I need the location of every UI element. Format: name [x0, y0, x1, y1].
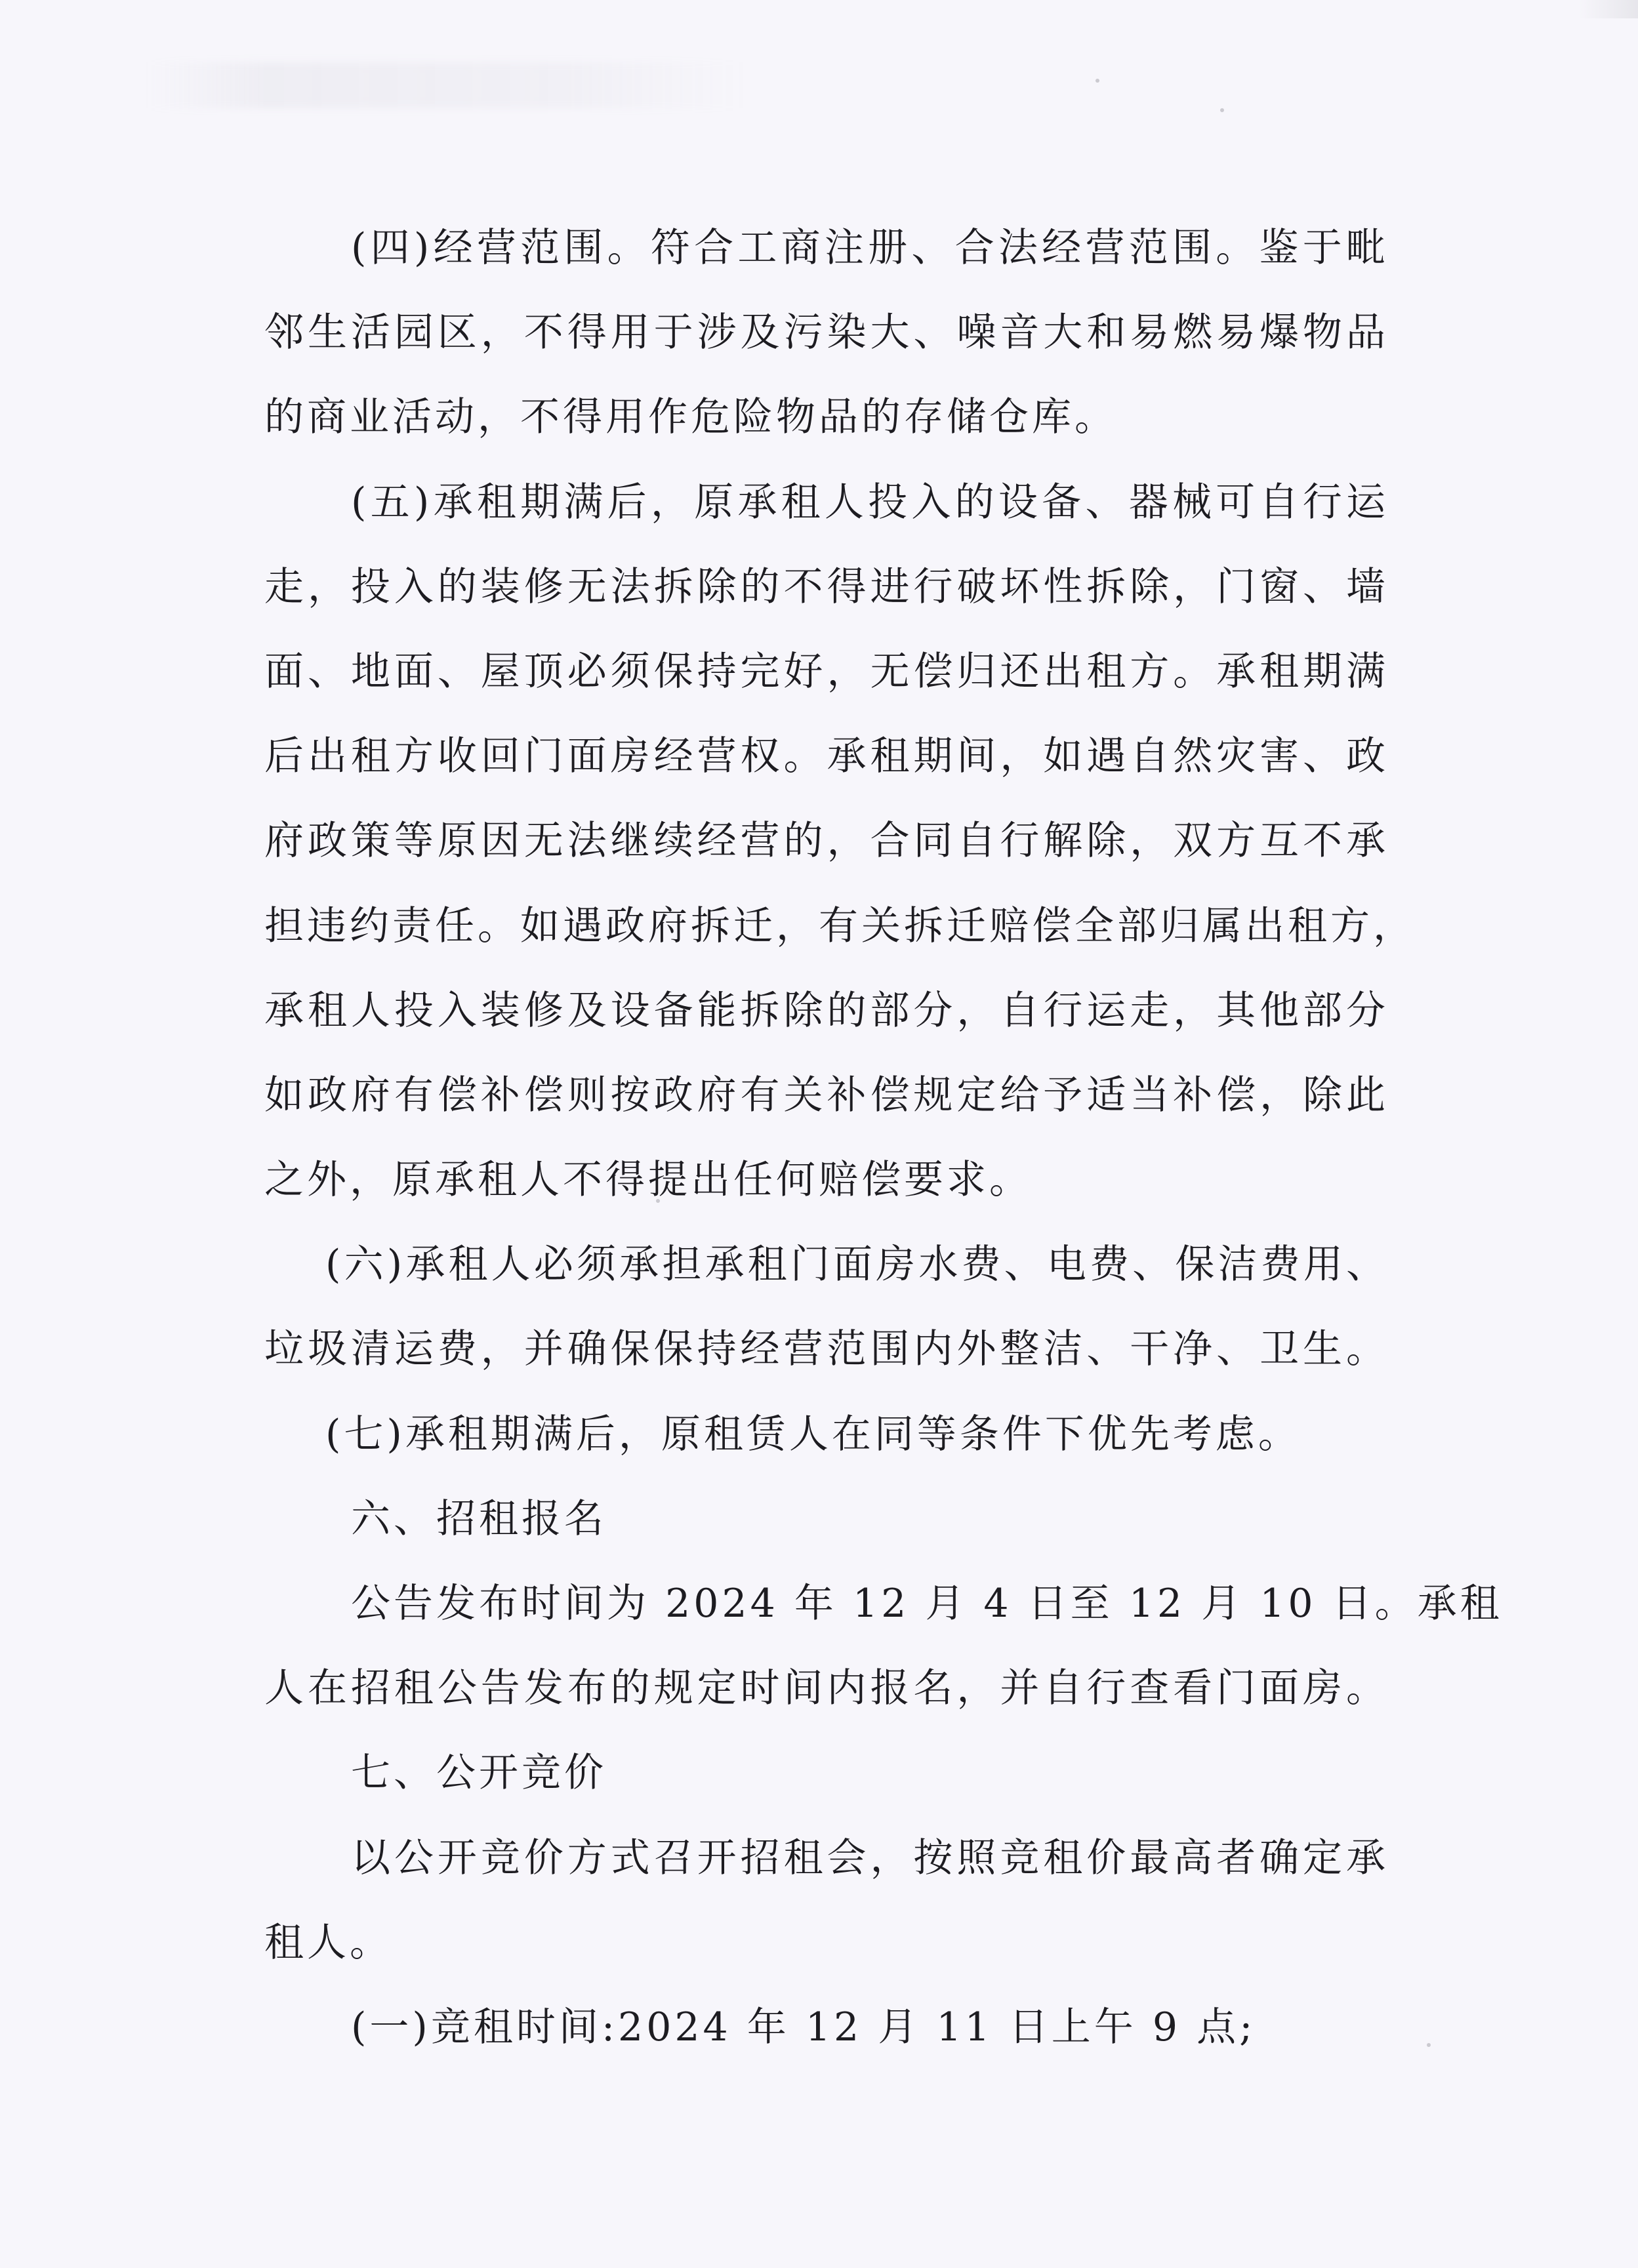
paragraph-priority-renewal [264, 1392, 1389, 1477]
paragraph-line: 公告发布时间为 2024 年 12 月 4 日至 12 月 10 日。承租 [351, 1581, 1503, 1627]
paragraph-line: 之外，原承租人不得提出任何赔偿要求。 [264, 1157, 1032, 1204]
scan-artifact [144, 62, 748, 108]
paragraph-line: 租人。 [264, 1919, 392, 1966]
paragraph-line: 人在招租公告发布的规定时间内报名，并自行查看门面房。 [264, 1665, 1389, 1712]
paragraph-lease-expiry [264, 460, 1416, 1223]
paragraph-line: (六)承租人必须承担承租门面房水费、电费、保洁费用、 [325, 1242, 1389, 1288]
paragraph-line: 的商业活动，不得用作危险物品的存储仓库。 [264, 394, 1117, 441]
paragraph-tenant-fees [264, 1223, 1389, 1392]
paragraph-line: (七)承租期满后，原租赁人在同等条件下优先考虑。 [325, 1411, 1301, 1457]
paragraph-announcement-period [264, 1562, 1503, 1731]
paragraph-line: 如政府有偿补偿则按政府有关补偿规定给予适当补偿，除此 [264, 1072, 1389, 1118]
section-heading-public-bidding: 七、公开竞价 [351, 1750, 607, 1796]
paragraph-bidding-method [264, 1816, 1389, 1985]
paragraph-line: (一)竞租时间:2024 年 12 月 11 日上午 9 点; [351, 2004, 1256, 2050]
scan-speck [1220, 108, 1224, 112]
paragraph-line: 府政策等原因无法继续经营的，合同自行解除，双方互不承 [264, 818, 1389, 864]
scan-speck [1427, 2043, 1431, 2047]
paragraph-line: 走，投入的装修无法拆除的不得进行破坏性拆除，门窗、墙 [264, 563, 1389, 610]
paragraph-line: (四)经营范围。符合工商注册、合法经营范围。鉴于毗 [351, 225, 1389, 271]
paragraph-line: 垃圾清运费，并确保保持经营范围内外整洁、干净、卫生。 [264, 1326, 1389, 1373]
paragraph-business-scope [264, 206, 1389, 460]
paragraph-line: 承租人投入装修及设备能拆除的部分，自行运走，其他部分 [264, 987, 1389, 1034]
scan-speck [1095, 79, 1099, 83]
paragraph-line: 面、地面、屋顶必须保持完好，无偿归还出租方。承租期满 [264, 648, 1389, 695]
paragraph-line: 后出租方收回门面房经营权。承租期间，如遇自然灾害、政 [264, 733, 1389, 780]
scan-artifact [1579, 0, 1638, 18]
document-body [264, 206, 1503, 2070]
section-heading-registration: 六、招租报名 [351, 1495, 607, 1542]
paragraph-line: 邻生活园区，不得用于涉及污染大、噪音大和易燃易爆物品 [264, 310, 1389, 356]
paragraph-line: 担违约责任。如遇政府拆迁，有关拆迁赔偿全部归属出租方， [264, 902, 1416, 949]
paragraph-bidding-time [264, 1985, 1389, 2070]
paragraph-line: (五)承租期满后，原承租人投入的设备、器械可自行运 [351, 479, 1389, 525]
paragraph-line: 以公开竞价方式召开招租会，按照竞租价最高者确定承 [351, 1834, 1389, 1881]
